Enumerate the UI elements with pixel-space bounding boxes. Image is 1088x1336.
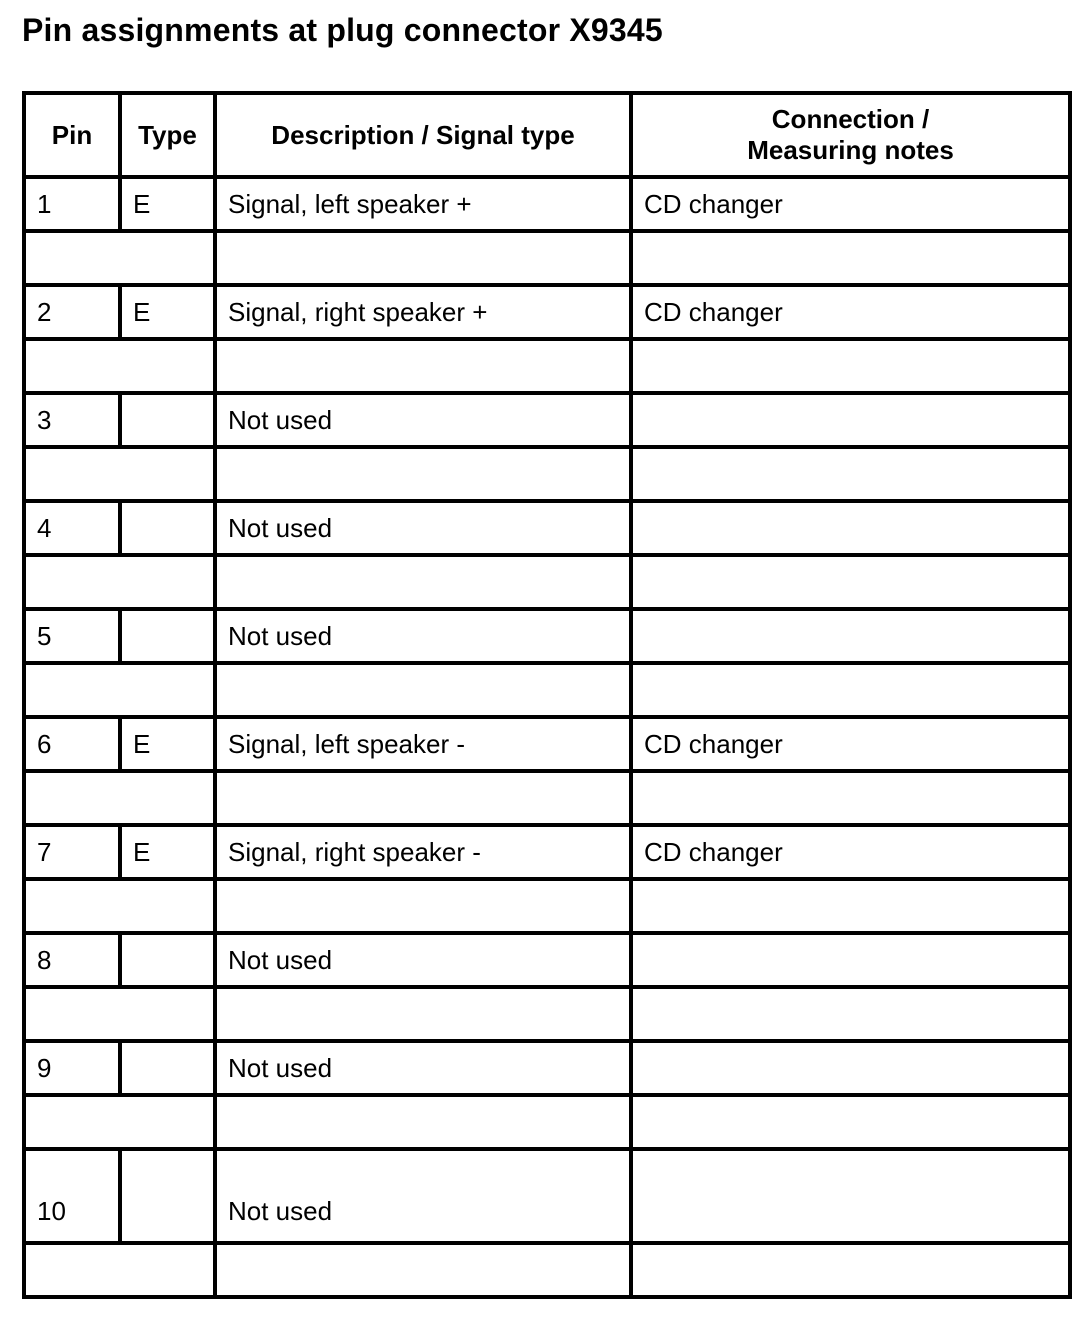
type-cell	[120, 393, 215, 447]
table-row	[24, 177, 1070, 231]
header-pin: Pin	[24, 93, 120, 177]
header-type: Type	[120, 93, 215, 177]
header-connection-line2: Measuring notes	[747, 135, 954, 165]
blank-cell	[215, 231, 631, 285]
connection-cell: CD changer	[631, 285, 1070, 339]
connection-cell	[631, 1041, 1070, 1095]
connection-cell	[631, 393, 1070, 447]
blank-cell	[24, 987, 215, 1041]
blank-cell	[215, 1243, 631, 1297]
pin-cell: 6	[24, 717, 120, 771]
table-row	[24, 501, 1070, 555]
pin-assignment-table	[22, 91, 1072, 1299]
blank-cell	[24, 663, 215, 717]
type-cell: E	[120, 717, 215, 771]
blank-cell	[631, 1243, 1070, 1297]
header-connection	[631, 93, 1070, 177]
blank-cell	[631, 987, 1070, 1041]
blank-cell	[631, 447, 1070, 501]
table-row	[24, 825, 1070, 879]
connection-cell	[631, 609, 1070, 663]
blank-cell	[24, 447, 215, 501]
page-title: Pin assignments at plug connector X9345	[22, 12, 663, 48]
pin-cell: 8	[24, 933, 120, 987]
blank-row	[24, 1095, 1070, 1149]
pin-cell: 1	[24, 177, 120, 231]
type-cell	[120, 501, 215, 555]
type-cell: E	[120, 825, 215, 879]
blank-cell	[215, 987, 631, 1041]
type-cell: E	[120, 285, 215, 339]
type-cell: E	[120, 177, 215, 231]
blank-cell	[215, 1095, 631, 1149]
table-row	[24, 393, 1070, 447]
table-row	[24, 1041, 1070, 1095]
pin-cell: 3	[24, 393, 120, 447]
type-cell	[120, 933, 215, 987]
pin-cell: 2	[24, 285, 120, 339]
blank-cell	[631, 879, 1070, 933]
blank-row	[24, 339, 1070, 393]
description-cell: Not used	[215, 393, 631, 447]
connection-cell	[631, 501, 1070, 555]
blank-cell	[24, 879, 215, 933]
blank-row	[24, 1243, 1070, 1297]
blank-cell	[215, 555, 631, 609]
description-cell: Signal, left speaker -	[215, 717, 631, 771]
blank-cell	[215, 771, 631, 825]
blank-cell	[631, 231, 1070, 285]
type-cell	[120, 609, 215, 663]
blank-cell	[24, 1095, 215, 1149]
table-header-row	[24, 93, 1070, 177]
blank-cell	[215, 339, 631, 393]
blank-cell	[24, 339, 215, 393]
blank-row	[24, 987, 1070, 1041]
blank-cell	[215, 663, 631, 717]
description-cell: Not used	[215, 933, 631, 987]
blank-cell	[631, 663, 1070, 717]
blank-cell	[215, 879, 631, 933]
blank-row	[24, 231, 1070, 285]
blank-row	[24, 447, 1070, 501]
blank-row	[24, 555, 1070, 609]
pin-cell: 4	[24, 501, 120, 555]
blank-cell	[631, 555, 1070, 609]
pin-cell: 5	[24, 609, 120, 663]
table-row	[24, 1149, 1070, 1243]
connection-cell	[631, 933, 1070, 987]
blank-row	[24, 771, 1070, 825]
blank-cell	[631, 771, 1070, 825]
description-cell: Not used	[215, 501, 631, 555]
connection-cell	[631, 1149, 1070, 1243]
blank-row	[24, 879, 1070, 933]
table-row	[24, 933, 1070, 987]
table-row	[24, 609, 1070, 663]
description-cell: Not used	[215, 1041, 631, 1095]
blank-cell	[631, 339, 1070, 393]
blank-cell	[24, 771, 215, 825]
blank-cell	[24, 1243, 215, 1297]
blank-cell	[215, 447, 631, 501]
header-description: Description / Signal type	[215, 93, 631, 177]
blank-row	[24, 663, 1070, 717]
blank-cell	[24, 555, 215, 609]
blank-cell	[631, 1095, 1070, 1149]
pin-cell: 7	[24, 825, 120, 879]
pin-cell: 10	[24, 1149, 120, 1243]
header-connection-line1: Connection /	[771, 104, 930, 134]
description-cell: Signal, right speaker -	[215, 825, 631, 879]
connection-cell: CD changer	[631, 177, 1070, 231]
description-cell: Signal, right speaker +	[215, 285, 631, 339]
description-cell: Not used	[215, 609, 631, 663]
type-cell	[120, 1041, 215, 1095]
connection-cell: CD changer	[631, 825, 1070, 879]
table-row	[24, 717, 1070, 771]
blank-cell	[24, 231, 215, 285]
pin-cell: 9	[24, 1041, 120, 1095]
description-cell: Not used	[215, 1149, 631, 1243]
description-cell: Signal, left speaker +	[215, 177, 631, 231]
connection-cell: CD changer	[631, 717, 1070, 771]
table-row	[24, 285, 1070, 339]
type-cell	[120, 1149, 215, 1243]
